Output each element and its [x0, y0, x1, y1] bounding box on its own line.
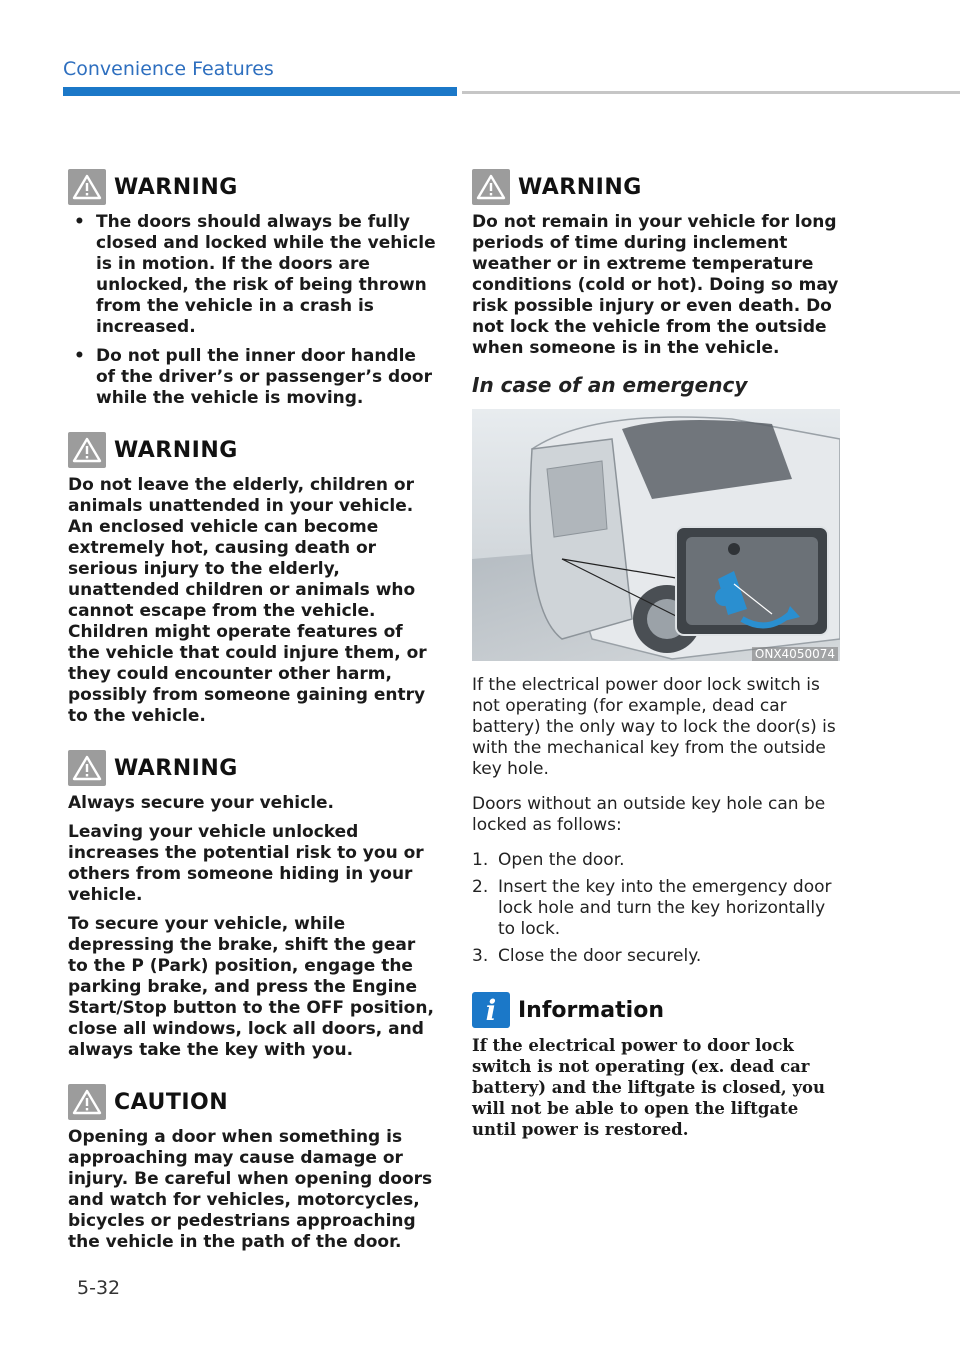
warning-text: Leaving your vehicle unlocked increases the potential risk to you or others from someone hiding in your vehicle.: [68, 822, 424, 905]
warning-triangle-icon: [68, 750, 106, 786]
section-title: Convenience Features: [63, 58, 274, 80]
information-text: If the electrical power to door lock switch is not operating (ex. dead car battery) and the liftgate is closed, you will not be able to open the liftgate until power is restored.: [472, 1036, 826, 1139]
caution-door-opening: [68, 1083, 440, 1253]
list-item: 3. Close the door securely.: [472, 946, 702, 966]
header-rule-blue: [63, 87, 457, 96]
page-number: 5-32: [77, 1277, 121, 1299]
information-box: [472, 991, 844, 1140]
list-item: 1. Open the door.: [472, 850, 625, 870]
warning-text: Do not remain in your vehicle for long periods of time during inclement weather or in extreme temperature conditions (cold or hot). Doing so may risk possible injury or even death. Do not lock the vehicle from the outside when someone is in the vehicle.: [472, 212, 839, 358]
body-paragraph: If the electrical power door lock switch is not operating (for example, dead car battery) the only way to lock the door(s) is with the mechanical key from the outside key hole.: [472, 675, 836, 779]
warning-text: Do not leave the elderly, children or animals unattended in your vehicle. An enclosed vehicle can become extremely hot, causing death or serious injury to the elderly, unattended children or animals who cannot escape from the vehicle. Children might operate features of the vehicle that could injure them, or they could encounter other harm, possibly from someone gaining entry to the vehicle.: [68, 475, 427, 726]
warning-unattended: [68, 431, 440, 727]
warning-bullets: [68, 212, 440, 409]
caution-text: Opening a door when something is approaching may cause damage or injury. Be careful when opening doors and watch for vehicles, motorcycles, bicycles or pedestrians approaching the vehicle in the path of the door.: [68, 1127, 433, 1252]
warning-text: To secure your vehicle, while depressing the brake, shift the gear to the P (Park) position, engage the parking brake, and press the Engine Start/Stop button to the OFF position, close all windows, lock all doors, and always take the key with you.: [68, 914, 434, 1060]
car-door-image: [472, 409, 840, 661]
figure-code: ONX4050074: [752, 647, 838, 661]
warning-triangle-icon: [472, 169, 510, 205]
right-column: [472, 168, 844, 1140]
warning-title: WARNING: [114, 174, 238, 200]
warning-inclement-weather: [472, 168, 844, 359]
warning-triangle-icon: [68, 1084, 106, 1120]
warning-triangle-icon: [68, 432, 106, 468]
lock-steps: [472, 850, 844, 967]
body-paragraph: Doors without an outside key hole can be locked as follows:: [472, 794, 826, 835]
warning-secure-vehicle: [68, 749, 440, 1061]
warning-door-closed: [68, 168, 440, 409]
list-item: • The doors should always be fully closed and locked while the vehicle is in motion. If the doors are unlocked, the risk of being thrown from the vehicle in a crash is increased.: [68, 212, 440, 338]
warning-title: WARNING: [518, 174, 642, 200]
warning-triangle-icon: [68, 169, 106, 205]
information-title: Information: [518, 997, 664, 1023]
section-heading: In case of an emergency: [472, 373, 748, 397]
list-item: • Do not pull the inner door handle of the driver’s or passenger’s door while the vehicle is moving.: [68, 346, 440, 409]
list-item: 2. Insert the key into the emergency door lock hole and turn the key horizontally to lock.: [472, 877, 832, 939]
warning-title: WARNING: [114, 437, 238, 463]
warning-title: WARNING: [114, 755, 238, 781]
emergency-lock-illustration: [472, 409, 840, 661]
caution-title: CAUTION: [114, 1089, 229, 1115]
left-column: [68, 168, 440, 1275]
warning-text: Always secure your vehicle.: [68, 793, 335, 813]
info-icon: i: [472, 992, 510, 1028]
header-rule-gray: [462, 91, 960, 94]
